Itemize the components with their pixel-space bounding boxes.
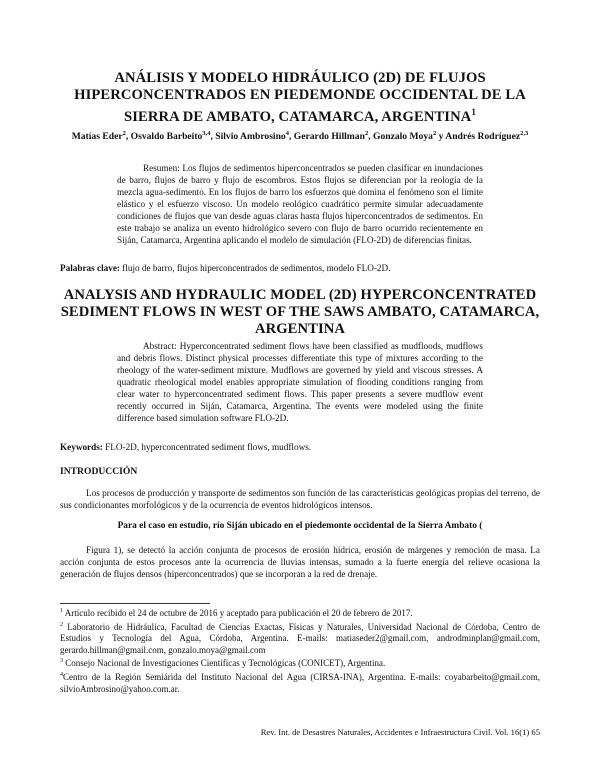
english-title-line: ARGENTINA <box>254 321 346 337</box>
footnote-mark: 2 <box>60 621 63 628</box>
author-affiliation: 3,4 <box>202 130 211 137</box>
author-affiliation: 4 <box>285 130 289 137</box>
spanish-title-line-text: SIERRA DE AMBATO, CATAMARCA, ARGENTINA <box>124 108 472 125</box>
section-heading-introduccion: INTRODUCCIÓN <box>60 466 138 477</box>
author-name: Gonzalo Moya <box>372 131 433 143</box>
keywords <box>60 441 540 453</box>
author-name: Osvaldo Barbeito <box>130 131 203 143</box>
english-title-line: SEDIMENT FLOWS IN WEST OF THE SAWS AMBATO, CATAMARCA, <box>60 304 540 320</box>
palabras-clave <box>60 262 540 274</box>
author-name: Silvio Ambrosino <box>215 131 286 143</box>
abstract-paragraph: Abstract: Hyperconcentrated sediment flows have been classified as mudfloods, mudflows and debris flows. Distinct physical processes differentiate this type of mixtures according to the rheology of the water-sediment mixture. Mudflows are governed by yield and viscous stresses. A quadratic rheological model enables appropriate simulation of flooding conditions ranging from clear water to hyperconcentrated sediment flows. This paper presents a severe mudflow event recently occurred in Siján, Catamarca, Argentina. The events were modeled using the finite difference based simulation software FLO-2D. <box>117 341 483 423</box>
journal-footer: Rev. Int. de Desastres Naturales, Accidentes e Infraestructura Civil. Vol. 16(1) 65 <box>260 727 540 737</box>
footnotes <box>60 606 540 695</box>
author-affiliation: 2 <box>432 130 437 137</box>
footnote-text: Laboratorio de Hidráulica, Facultad de Ciencias Exactas, Físicas y Naturales, Universidad Nacional de Córdoba, Centro de Estudios y Tecnología del Agua, Córdoba, Argentina. E-mails: matiaseder2@gmail.com, androdminplan@gmail.com, gerardo.hillman@gmail.com, gonzalo.moya@gmail.com <box>60 621 540 655</box>
english-title <box>60 287 540 338</box>
author-list: Matías Eder$^2$, Osvaldo Barbeito$^{3,4}$, Silvio Ambrosino$^4$, Gerardo Hillman$^2$, Gonzalo Moya$^2$ y Andrés Rodríguez$^{2,3}$ <box>71 130 529 143</box>
intro-paragraph: Los procesos de producción y transporte de sedimentos son función de las características geológicas propias del terreno, de sus condicionantes morfológicos y de la ocurrencia de eventos hidrológicos intensos. <box>60 488 540 510</box>
author-affiliation: 2 <box>364 130 369 137</box>
footnote-mark: 3 <box>60 658 63 665</box>
keywords-label: Keywords: <box>60 442 103 452</box>
palabras-clave-text: flujo de barro, flujos hiperconcentrados de sedimentos, modelo FLO-2D. <box>119 263 391 273</box>
author-name: Matías Eder <box>71 131 123 143</box>
author-affiliation: 2,3 <box>520 130 529 137</box>
author-affiliation: 2 <box>122 130 126 137</box>
title-footnote-mark: 1 <box>471 107 476 117</box>
spanish-title-line: ANÁLISIS Y MODELO HIDRÁULICO (2D) DE FLUJOS <box>114 70 486 86</box>
footnote-mark: 4 <box>60 671 63 678</box>
author-name: Andrés Rodríguez <box>445 131 521 143</box>
footnote-mark: 1 <box>60 608 63 614</box>
footnote-text: Centro de la Región Semiárida del Instituto Nacional del Agua (CIRSA-INA), Argentina. E-mails: coyabarbeito@gmail.com, silvioAmbrosino@yahoo.com.ar. <box>60 671 540 694</box>
spanish-title <box>60 70 540 126</box>
spanish-title-line <box>60 104 540 126</box>
footnote-text: Consejo Nacional de Investigaciones Científicas y Tecnológicas (CONICET), Argentina. <box>63 658 386 669</box>
study-case-subheading: Para el caso en estudio, río Siján ubicado en el piedemonte occidental de la Sierra Ambato ( <box>117 521 483 531</box>
palabras-clave-label: Palabras clave: <box>60 263 120 273</box>
author-name: Gerardo Hillman <box>293 131 365 143</box>
resumen-paragraph: Resumen: Los flujos de sedimentos hiperconcentrados se pueden clasificar en inundaciones de barro, flujos de barro y flujo de escombros. Estos flujos se diferencian por la reología de la mezcla agua-sedimento. En los flujos de barro los esfuerzos que domina el fenómeno son el límite elástico y el esfuerzo viscoso. Un modelo reológico cuadrático permite simular adecuadamente condiciones de flujos que van desde aguas claras hasta flujos hiperconcentrados de sedimentos. En este trabajo se analiza un evento hidrológico severo con flujo de barro ocurrido recientemente en Siján, Catamarca, Argentina aplicando el modelo de simulación (FLO-2D) de diferencias finitas. <box>117 163 483 245</box>
footnote-separator <box>60 603 210 604</box>
english-title-line: ANALYSIS AND HYDRAULIC MODEL (2D) HYPERCONCENTRATED <box>63 287 537 303</box>
footnote <box>60 656 540 670</box>
footnote <box>60 620 540 657</box>
keywords-text: FLO-2D, hyperconcentrated sediment flows, mudflows. <box>102 442 312 452</box>
footnote-text: Artículo recibido el 24 de octubre de 2016 y aceptado para publicación el 20 de febrero de 2017. <box>63 608 413 618</box>
intro-paragraph-2: Figura 1), se detectó la acción conjunta de procesos de erosión hídrica, erosión de márgenes y remoción de masa. La acción conjunta de estos procesos ante la ocurrencia de lluvias intensas, sumado a la fuerte energía del relieve ocasiona la generación de flujos densos (hiperconcentrados) que se incorporan a la red de drenaje. <box>60 545 540 579</box>
spanish-title-line: HIPERCONCENTRADOS EN PIEDEMONDE OCCIDENTAL DE LA <box>74 87 526 103</box>
footnote <box>60 606 540 620</box>
footnote <box>60 670 540 695</box>
